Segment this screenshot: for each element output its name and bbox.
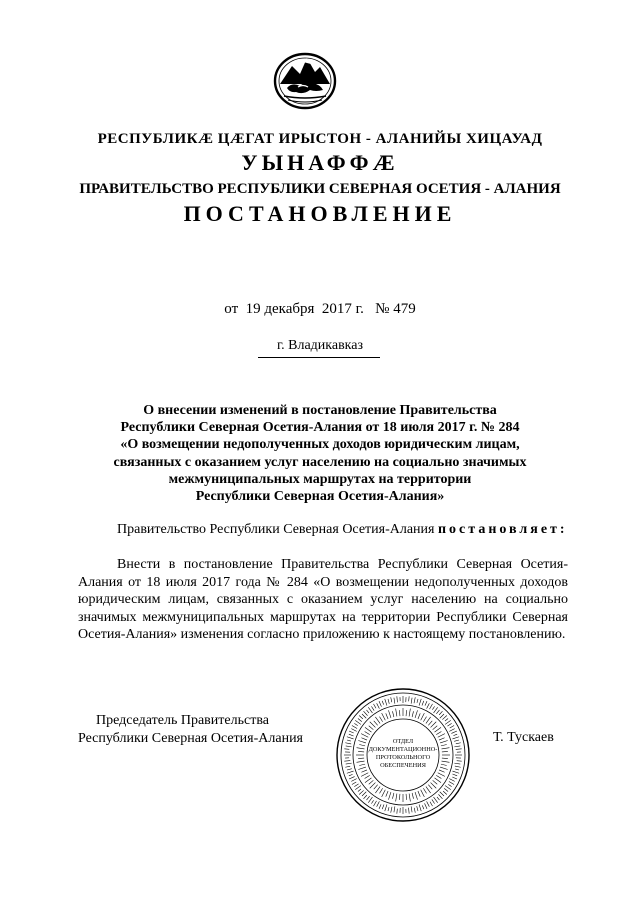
stamp-ring-mark xyxy=(442,761,450,762)
stamp-ring-mark xyxy=(396,794,397,802)
stamp-ring-mark xyxy=(385,804,387,811)
stamp-ring-mark xyxy=(345,766,350,767)
stamp-ring-mark xyxy=(375,717,380,723)
stamp-ring-mark xyxy=(391,807,392,813)
stamp-ring-mark xyxy=(417,806,418,811)
header-resolution-russian: ПОСТАНОВЛЕНИЕ xyxy=(183,201,457,226)
stamp-ring-mark xyxy=(347,737,354,739)
preamble-resolves: постановляет: xyxy=(437,522,568,537)
stamp-ring-mark xyxy=(358,789,361,792)
coat-of-arms-emblem xyxy=(270,48,340,110)
stamp-ring-mark xyxy=(347,771,354,773)
stamp-ring-mark xyxy=(436,731,441,734)
title-line: О внесении изменений в постановление Правительства xyxy=(143,403,497,418)
stamp-ring-mark xyxy=(379,788,382,793)
stamp-ring-mark xyxy=(453,734,457,735)
stamp-ring-mark xyxy=(409,696,410,701)
stamp-ring-mark xyxy=(379,717,382,722)
stamp-ring-mark xyxy=(364,795,367,799)
stamp-ring-mark xyxy=(409,808,410,814)
stamp-ring-mark xyxy=(447,723,451,726)
stamp-ring-mark xyxy=(388,710,390,718)
stamp-ring-mark xyxy=(347,769,352,770)
stamp-ring-mark xyxy=(421,790,425,797)
stamp-ring-mark xyxy=(417,699,418,703)
stamp-ring-mark xyxy=(440,714,444,718)
stamp-ring-mark xyxy=(369,726,374,730)
stamp-ring-mark xyxy=(449,729,454,732)
stamp-ring-mark xyxy=(377,703,380,708)
stamp-ring-mark xyxy=(386,791,388,797)
stamp-ring-mark xyxy=(382,790,386,797)
stamp-center-line: ОБЕСПЕЧЕНИЯ xyxy=(380,762,426,769)
stamp-ring-mark xyxy=(450,726,454,729)
stamp-ring-mark xyxy=(388,699,389,704)
stamp-ring-mark xyxy=(422,805,423,809)
stamp-ring-mark xyxy=(440,767,448,769)
city-underline xyxy=(258,357,380,358)
stamp-ring-mark xyxy=(391,697,392,702)
official-stamp-seal xyxy=(335,687,471,823)
stamp-ring-mark xyxy=(440,792,444,796)
stamp-ring-mark xyxy=(366,796,369,800)
stamp-ring-mark xyxy=(439,711,442,715)
stamp-ring-mark xyxy=(441,744,447,745)
stamp-ring-mark xyxy=(366,710,369,713)
stamp-ring-mark xyxy=(411,806,412,812)
stamp-ring-mark xyxy=(346,746,352,747)
stamp-ring-mark xyxy=(359,744,365,745)
stamp-ring-mark xyxy=(435,778,441,783)
stamp-ring-mark xyxy=(454,763,460,764)
stamp-ring-mark xyxy=(439,770,445,772)
stamp-ring-mark xyxy=(438,794,442,798)
stamp-ring-mark xyxy=(445,718,448,721)
title-line: связанных с оказанием услуг населению на социально значимых xyxy=(113,454,527,470)
stamp-ring-mark xyxy=(377,801,380,806)
position-line: Председатель Правительства xyxy=(96,713,269,728)
stamp-ring-mark xyxy=(452,777,457,779)
stamp-ring-mark xyxy=(364,711,368,715)
stamp-ring-mark xyxy=(361,738,367,740)
stamp-ring-mark xyxy=(455,769,459,770)
stamp-ring-mark xyxy=(433,780,438,784)
header-government-russian: ПРАВИТЕЛЬСТВО РЕСПУБЛИКИ СЕВЕРНАЯ ОСЕТИЯ - АЛАНИЯ xyxy=(79,181,561,197)
stamp-ring-mark xyxy=(357,761,365,762)
stamp-ring-mark xyxy=(439,738,445,740)
stamp-ring-mark xyxy=(394,806,395,812)
stamp-ring-mark xyxy=(355,720,361,724)
stamp-ring-mark xyxy=(349,777,354,779)
stamp-ring-mark xyxy=(382,713,386,720)
stamp-ring-mark xyxy=(362,714,366,718)
stamp-ring-mark xyxy=(352,782,356,785)
stamp-ring-mark xyxy=(432,706,434,709)
stamp-ring-mark xyxy=(349,734,354,736)
stamp-ring-mark xyxy=(436,775,441,778)
stamp-ring-mark xyxy=(358,718,362,721)
stamp-ring-mark xyxy=(442,716,446,720)
stamp-ring-mark xyxy=(434,797,438,803)
stamp-ring-mark xyxy=(433,726,438,730)
stamp-ring-mark xyxy=(355,786,361,790)
stamp-ring-mark xyxy=(426,787,431,793)
stamp-ring-mark xyxy=(374,704,377,708)
stamp-ring-mark xyxy=(412,711,413,717)
stamp-ring-mark xyxy=(445,720,451,724)
stamp-ring-mark xyxy=(415,710,417,718)
stamp-ring-mark xyxy=(441,764,447,765)
stamp-ring-mark xyxy=(358,767,366,769)
stamp-ring-mark xyxy=(422,701,424,706)
stamp-ring-mark xyxy=(428,721,432,726)
stamp-ring-mark xyxy=(412,793,413,799)
stamp-ring-mark xyxy=(365,778,371,783)
stamp-ring-mark xyxy=(374,785,378,790)
stamp-ring-mark xyxy=(374,801,377,806)
stamp-ring-mark xyxy=(419,699,421,706)
stamp-ring-mark xyxy=(449,782,454,785)
stamp-ring-mark xyxy=(436,710,439,714)
document-title xyxy=(0,402,640,505)
stamp-ring-mark xyxy=(370,783,376,789)
stamp-ring-mark xyxy=(394,698,395,704)
stamp-ring-mark xyxy=(411,698,412,704)
stamp-ring-mark xyxy=(414,808,415,813)
stamp-ring-mark xyxy=(388,807,389,811)
stamp-ring-mark xyxy=(409,709,410,717)
stamp-ring-mark xyxy=(434,707,438,713)
title-line: Республики Северная Осетия-Алания от 18 июля 2017 г. № 284 xyxy=(120,420,520,436)
preamble-text: Правительство Республики Северная Осетия-Алания xyxy=(117,522,438,537)
stamp-ring-mark xyxy=(371,706,374,710)
stamp-ring-mark xyxy=(455,766,461,767)
stamp-ring-mark xyxy=(397,696,398,702)
stamp-ring-mark xyxy=(425,701,427,706)
stamp-ring-mark xyxy=(443,791,447,794)
stamp-ring-mark xyxy=(421,713,425,720)
stamp-ring-mark xyxy=(423,788,426,793)
stamp-ring-mark xyxy=(430,802,433,806)
stamp-ring-mark xyxy=(374,721,378,726)
stamp-ring-mark xyxy=(438,773,445,777)
stamp-ring-mark xyxy=(344,749,349,750)
stamp-ring-mark xyxy=(457,761,462,762)
stamp-ring-mark xyxy=(444,788,448,791)
stamp-ring-mark xyxy=(382,804,384,809)
stamp-ring-mark xyxy=(452,774,457,776)
stamp-ring-mark xyxy=(365,727,371,732)
stamp-ring-mark xyxy=(448,784,451,786)
title-line: межмуниципальных маршрутах на территории xyxy=(168,471,472,487)
stamp-ring-mark xyxy=(397,809,398,814)
stamp-ring-mark xyxy=(456,743,461,744)
resolution-preamble xyxy=(78,521,568,539)
stamp-ring-mark xyxy=(344,761,350,762)
stamp-ring-mark xyxy=(379,701,381,706)
stamp-center-line: ОТДЕЛ xyxy=(392,738,414,745)
stamp-ring-mark xyxy=(427,801,430,806)
stamp-ring-mark xyxy=(368,797,372,803)
stamp-ring-mark xyxy=(349,774,353,775)
stamp-ring-mark xyxy=(432,799,435,803)
stamp-ring-mark xyxy=(415,792,417,800)
stamp-ring-mark xyxy=(361,773,368,777)
stamp-ring-mark xyxy=(438,734,445,738)
stamp-ring-mark xyxy=(357,748,365,749)
stamp-ring-mark xyxy=(362,792,366,796)
stamp-ring-mark xyxy=(418,713,420,719)
stamp-ring-mark xyxy=(419,804,421,811)
stamp-ring-mark xyxy=(426,717,431,723)
resolution-body-paragraph: Внести в постановление Правительства Республики Северная Осетия-Алания от 18 июля 2017 года № 284 «О возмещении недополученных доходов юридическим лицам, связанных с оказанием услуг населению на социально значимых межмуниципальных маршрутах на территории Республики Северная Осетия-Алания» изменения согласно приложению к настоящему постановлению. xyxy=(78,557,568,643)
stamp-ring-mark xyxy=(451,731,456,733)
document-city: г. Владикавказ xyxy=(276,338,364,353)
stamp-ring-mark xyxy=(428,785,432,790)
stamp-ring-mark xyxy=(370,722,376,728)
stamp-ring-mark xyxy=(414,697,415,703)
stamp-ring-mark xyxy=(358,740,366,742)
stamp-ring-mark xyxy=(431,783,437,789)
header-republic-ossetian: РЕСПУБЛИКӔ ЦӔГАТ ИРЫСТОН - АЛАНИЙЫ ХИЦАУАД xyxy=(97,131,543,147)
stamp-ring-mark xyxy=(454,740,459,741)
stamp-ring-mark xyxy=(449,779,454,782)
stamp-ring-mark xyxy=(347,740,351,741)
stamp-ring-mark xyxy=(440,740,448,742)
stamp-ring-mark xyxy=(354,723,357,725)
stamp-ring-mark xyxy=(369,780,374,784)
stamp-ring-mark xyxy=(423,717,426,722)
position-line: Республики Северная Осетия-Алания xyxy=(78,730,303,746)
stamp-ring-mark xyxy=(386,713,388,719)
stamp-ring-mark xyxy=(359,764,365,765)
title-line: «О возмещении недополученных доходов юридическим лицам, xyxy=(120,437,520,453)
stamp-ring-mark xyxy=(359,790,363,794)
stamp-ring-mark xyxy=(452,737,459,739)
document-date-number: от 19 декабря 2017 г. № 479 xyxy=(224,301,416,317)
stamp-ring-mark xyxy=(375,787,380,793)
stamp-ring-mark xyxy=(368,707,372,713)
stamp-ring-mark xyxy=(392,711,393,717)
stamp-ring-mark xyxy=(352,726,357,729)
stamp-center-line: ДОКУМЕНТАЦИОННО- xyxy=(368,746,438,753)
stamp-ring-mark xyxy=(351,729,356,732)
stamp-ring-mark xyxy=(361,734,368,738)
stamp-ring-mark xyxy=(445,786,451,790)
stamp-ring-mark xyxy=(427,703,430,708)
stamp-ring-mark xyxy=(442,748,450,749)
stamp-ring-mark xyxy=(371,800,373,803)
signature-position xyxy=(78,712,303,747)
stamp-ring-mark xyxy=(365,731,370,734)
stamp-ring-mark xyxy=(456,749,462,750)
stamp-ring-mark xyxy=(351,779,356,782)
stamp-ring-mark xyxy=(365,775,370,778)
stamp-ring-mark xyxy=(345,743,351,744)
stamp-ring-mark xyxy=(354,784,358,787)
stamp-ring-mark xyxy=(385,699,387,706)
stamp-ring-mark xyxy=(359,716,363,719)
stamp-ring-mark xyxy=(425,803,427,808)
stamp-ring-mark xyxy=(392,793,393,799)
stamp-ring-mark xyxy=(437,797,440,800)
stamp-ring-mark xyxy=(435,727,441,732)
stamp-ring-mark xyxy=(349,731,354,733)
stamp-ring-mark xyxy=(452,771,459,773)
stamp-ring-mark xyxy=(430,704,433,709)
stamp-ring-mark xyxy=(396,709,397,717)
stamp-ring-mark xyxy=(361,770,367,772)
stamp-ring-mark xyxy=(382,701,383,705)
stamp-ring-mark xyxy=(388,792,390,800)
signer-name: Т. Тускаев xyxy=(493,730,554,745)
stamp-ring-mark xyxy=(409,794,410,802)
stamp-ring-mark xyxy=(346,763,352,764)
stamp-center-line: ПРОТОКОЛЬНОГО xyxy=(375,754,431,761)
stamp-ring-mark xyxy=(379,804,381,809)
stamp-ring-mark xyxy=(418,791,420,797)
stamp-ring-mark xyxy=(454,746,460,747)
stamp-ring-mark xyxy=(431,722,437,728)
header-resolution-ossetian: УЫНАФФӔ xyxy=(241,150,399,175)
title-line: Республики Северная Осетия-Алания» xyxy=(195,489,445,505)
